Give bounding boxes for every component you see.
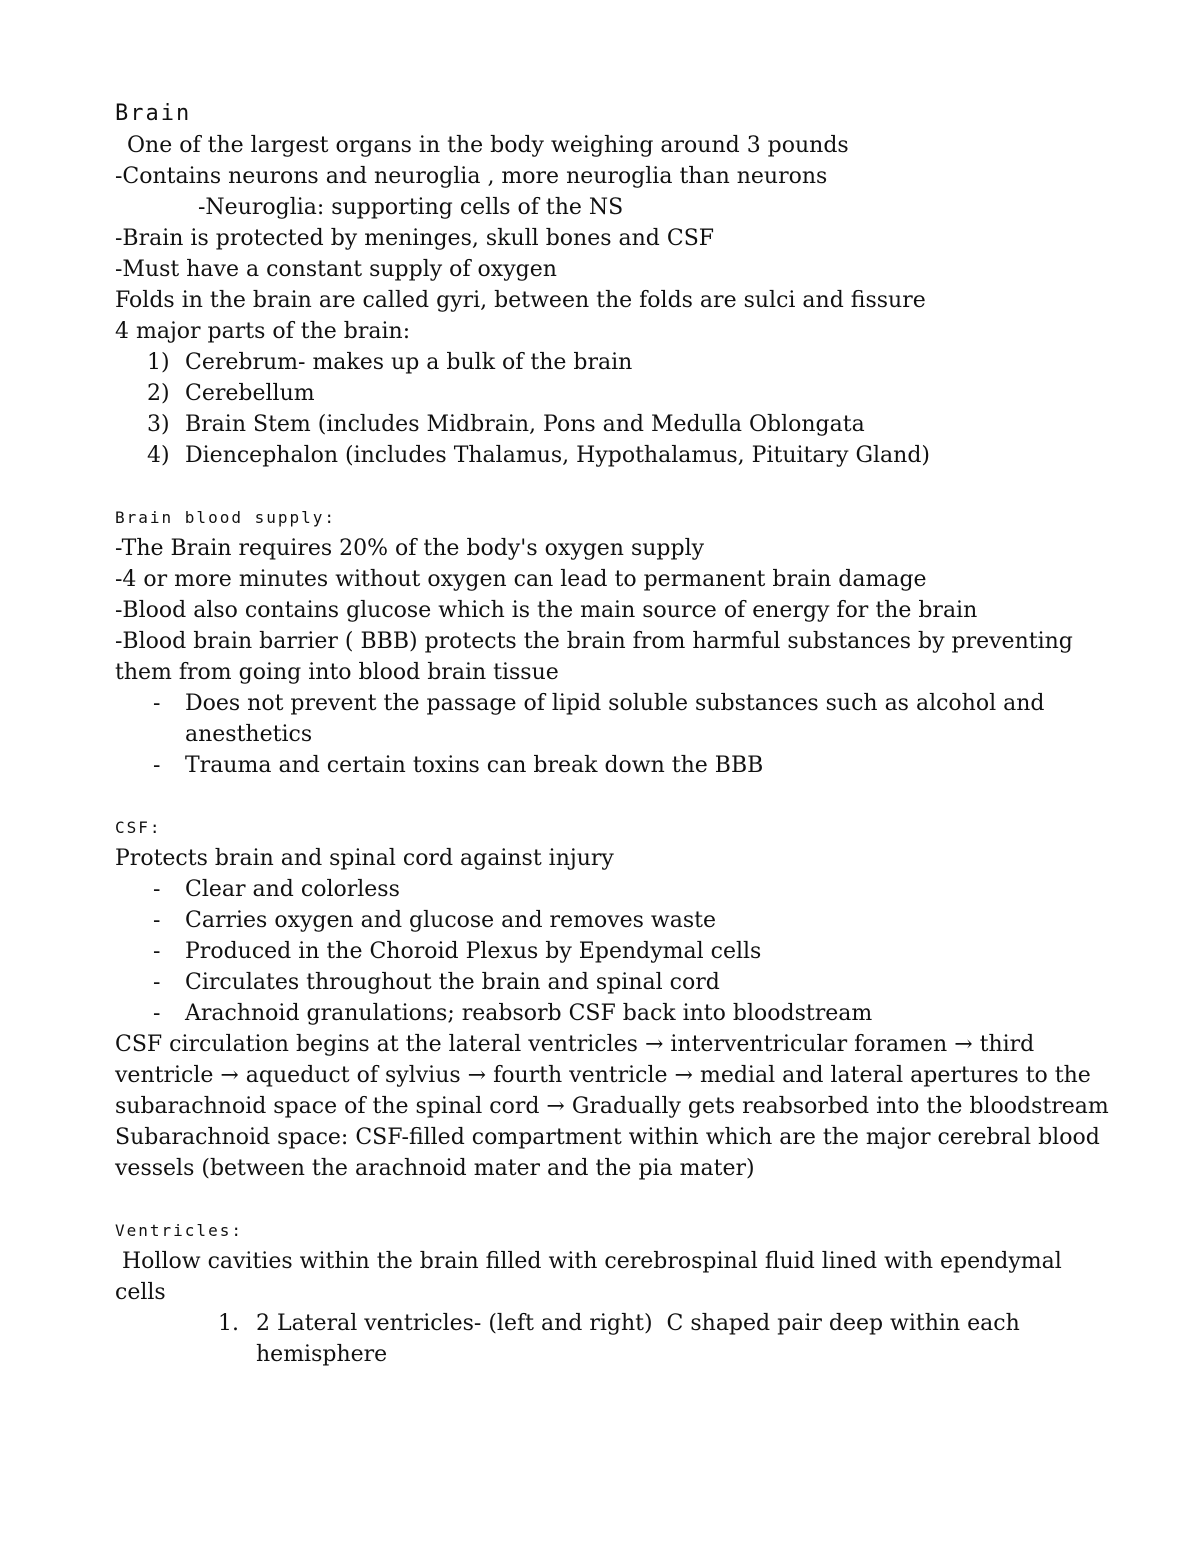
csf-circulation-line: Subarachnoid space: CSF-filled compartment within which are the major cerebral blood xyxy=(115,1125,1100,1150)
list-marker: - xyxy=(153,1001,161,1026)
csf-circulation-line: vessels (between the arachnoid mater and the pia mater) xyxy=(115,1156,755,1181)
csf-heading: CSF: xyxy=(115,818,162,837)
list-marker: 2) xyxy=(147,381,170,406)
bbb-bullet-item xyxy=(115,750,1140,781)
csf-intro: Protects brain and spinal cord against injury xyxy=(115,846,614,871)
list-item-continuation: anesthetics xyxy=(185,722,313,747)
brain-part-item xyxy=(115,347,1140,378)
csf-circulation-line: ventricle → aqueduct of sylvius → fourth ventricle → medial and lateral apertures to the xyxy=(115,1063,1091,1088)
csf-circulation-line: subarachnoid space of the spinal cord → Gradually gets reabsorbed into the bloodstream xyxy=(115,1094,1109,1119)
list-marker: - xyxy=(153,908,161,933)
list-item-text: Trauma and certain toxins can break down the BBB xyxy=(185,753,764,778)
list-item-text: Circulates throughout the brain and spinal cord xyxy=(185,970,720,995)
brain-part-item xyxy=(115,378,1140,409)
ventricles-intro-continuation: cells xyxy=(115,1280,166,1305)
csf-bullet-item xyxy=(115,967,1140,998)
brain-line: -Neuroglia: supporting cells of the NS xyxy=(198,195,624,220)
spacer xyxy=(115,1184,1140,1215)
list-item-continuation: hemisphere xyxy=(256,1342,388,1367)
list-marker: - xyxy=(153,691,161,716)
list-item-text: Clear and colorless xyxy=(185,877,400,902)
list-marker: - xyxy=(153,753,161,778)
brain-part-item xyxy=(115,409,1140,440)
brain-line: -Must have a constant supply of oxygen xyxy=(115,257,557,282)
list-item-text: Arachnoid granulations; reabsorb CSF back into bloodstream xyxy=(185,1001,873,1026)
list-item-text: Diencephalon (includes Thalamus, Hypothalamus, Pituitary Gland) xyxy=(185,443,931,468)
list-item-text: Produced in the Choroid Plexus by Ependymal cells xyxy=(185,939,762,964)
csf-bullet-item xyxy=(115,936,1140,967)
blood-supply-line: -4 or more minutes without oxygen can lead to permanent brain damage xyxy=(115,567,927,592)
list-item-text: 2 Lateral ventricles- (left and right) C shaped pair deep within each xyxy=(256,1311,1020,1336)
blood-supply-heading: Brain blood supply: xyxy=(115,508,337,527)
list-item-text: Cerebrum- makes up a bulk of the brain xyxy=(185,350,633,375)
list-marker: - xyxy=(153,877,161,902)
csf-bullet-item xyxy=(115,874,1140,905)
list-item-text: Does not prevent the passage of lipid soluble substances such as alcohol and xyxy=(185,691,1045,716)
list-marker: 3) xyxy=(147,412,170,437)
brain-line: Folds in the brain are called gyri, between the folds are sulci and fissure xyxy=(115,288,926,313)
csf-circulation-line: CSF circulation begins at the lateral ventricles → interventricular foramen → third xyxy=(115,1032,1035,1057)
ventricles-intro: Hollow cavities within the brain filled with cerebrospinal fluid lined with ependymal xyxy=(115,1249,1062,1274)
spacer xyxy=(115,471,1140,502)
spacer xyxy=(115,781,1140,812)
brain-intro: One of the largest organs in the body weighing around 3 pounds xyxy=(127,133,849,158)
list-marker: 1. xyxy=(218,1311,239,1336)
blood-supply-line: -Blood also contains glucose which is the main source of energy for the brain xyxy=(115,598,978,623)
bbb-bullet-item xyxy=(115,688,1140,719)
blood-supply-line: -The Brain requires 20% of the body's oxygen supply xyxy=(115,536,705,561)
brain-part-item xyxy=(115,440,1140,471)
csf-bullet-item xyxy=(115,905,1140,936)
brain-line: -Brain is protected by meninges, skull bones and CSF xyxy=(115,226,715,251)
brain-line: 4 major parts of the brain: xyxy=(115,319,411,344)
ventricles-heading: Ventricles: xyxy=(115,1221,243,1240)
brain-line: -Contains neurons and neuroglia , more neuroglia than neurons xyxy=(115,164,828,189)
list-marker: - xyxy=(153,939,161,964)
brain-heading: Brain xyxy=(115,101,192,126)
ventricle-list-item xyxy=(115,1308,1140,1339)
list-item-text: Carries oxygen and glucose and removes waste xyxy=(185,908,717,933)
list-marker: - xyxy=(153,970,161,995)
blood-supply-line: them from going into blood brain tissue xyxy=(115,660,559,685)
list-item-text: Cerebellum xyxy=(185,381,315,406)
csf-bullet-item xyxy=(115,998,1140,1029)
list-marker: 4) xyxy=(147,443,170,468)
blood-supply-line: -Blood brain barrier ( BBB) protects the brain from harmful substances by preventing xyxy=(115,629,1073,654)
list-item-text: Brain Stem (includes Midbrain, Pons and Medulla Oblongata xyxy=(185,412,865,437)
list-marker: 1) xyxy=(147,350,170,375)
